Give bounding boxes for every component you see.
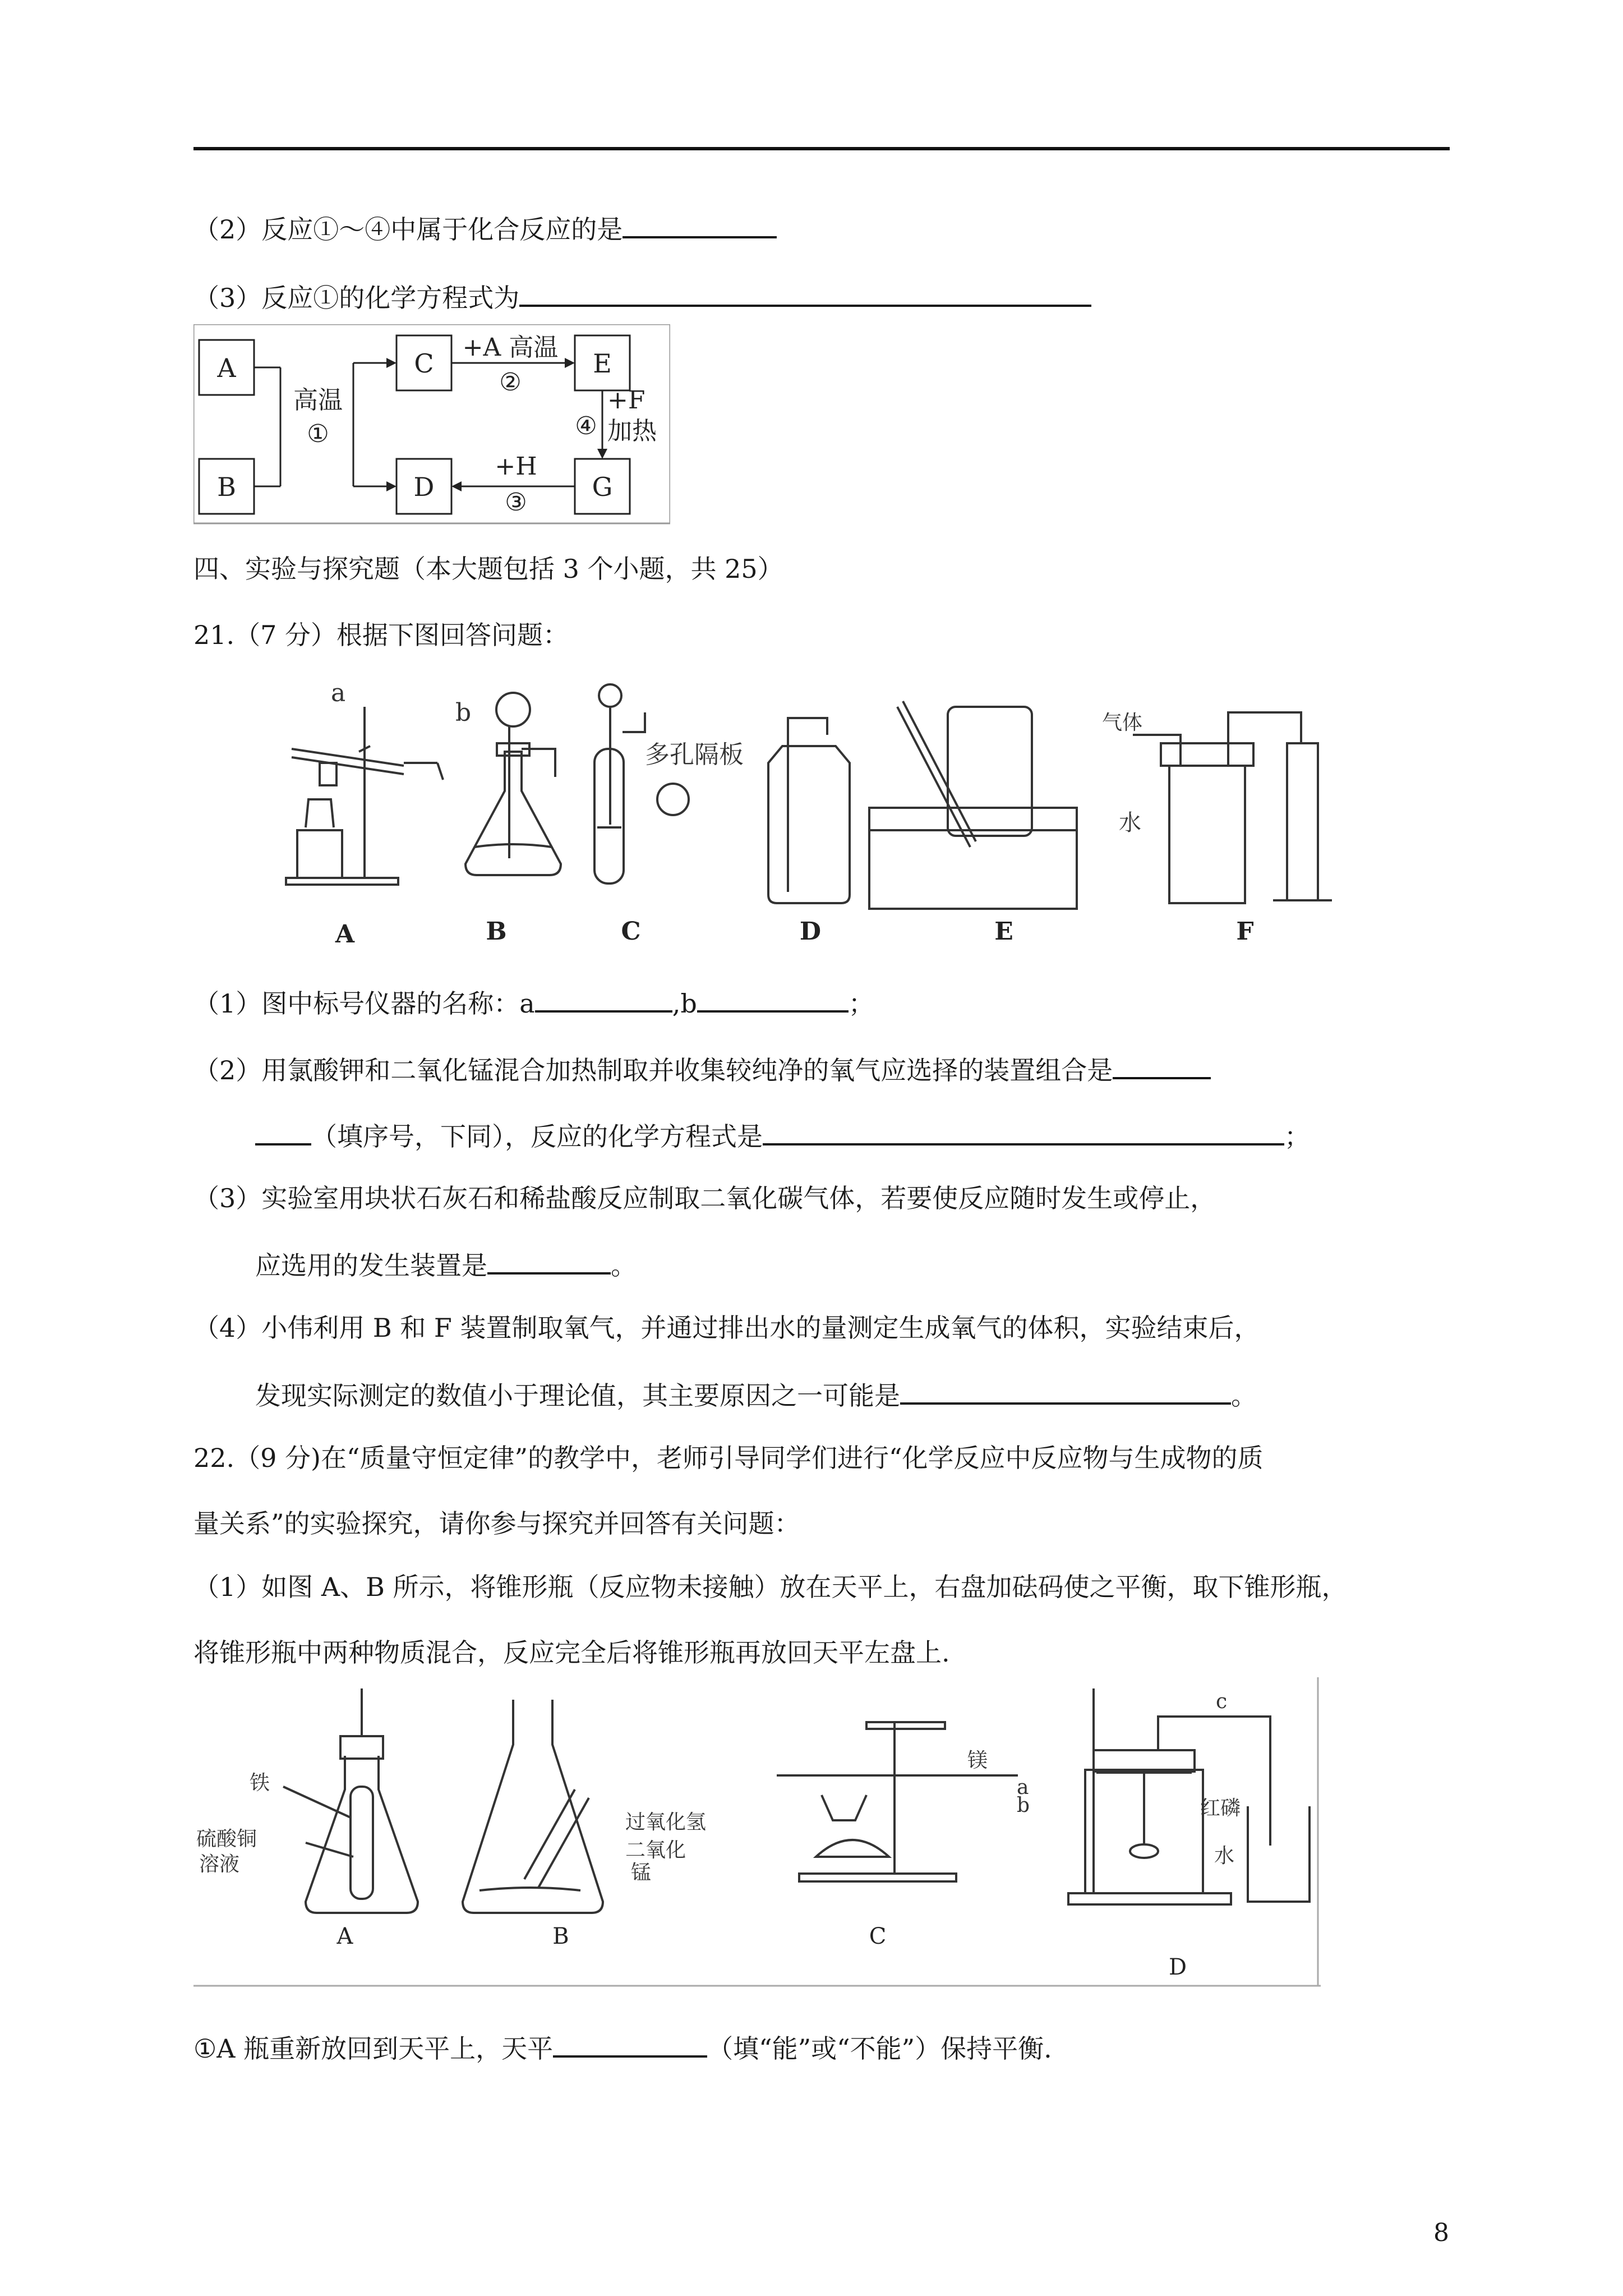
caption-e: E xyxy=(994,917,1013,946)
q21-2b-text: （填序号，下同），反应的化学方程式是 xyxy=(311,1121,763,1152)
box-a-label: A xyxy=(217,353,236,383)
q20-3-answer-blank[interactable] xyxy=(519,279,1091,307)
q22-1-1-end: （填“能”或“不能”）保持平衡. xyxy=(707,2033,1052,2064)
label-water: 水 xyxy=(1214,1844,1235,1867)
q21-2b-end: ； xyxy=(1284,1121,1310,1152)
q21-4b-end: 。 xyxy=(1231,1381,1257,1411)
q21-3b-end: 。 xyxy=(611,1250,637,1281)
cond-4b-label: 加热 xyxy=(607,417,657,445)
q21-1-line xyxy=(193,984,874,1022)
q21-title: 21.（7 分）根据下图回答问题： xyxy=(193,620,569,650)
num-4-label: ④ xyxy=(575,412,597,440)
box-c-label: C xyxy=(414,348,434,379)
caption-b: B xyxy=(486,917,507,946)
q22-1-1-line xyxy=(193,2030,1052,2067)
caption-a: A xyxy=(335,920,355,949)
label-cuso4-2: 溶液 xyxy=(199,1853,240,1876)
caption-d: D xyxy=(799,917,822,946)
q21-2-equation-blank[interactable] xyxy=(763,1117,1284,1145)
q20-2-answer-blank[interactable] xyxy=(623,210,777,238)
q20-3-line xyxy=(193,279,1091,316)
box-e-label: E xyxy=(593,348,612,379)
label-mno2-2: 锰 xyxy=(631,1861,652,1884)
label-c: c xyxy=(1216,1690,1228,1713)
label-mg: 镁 xyxy=(967,1749,988,1772)
box-b-label: B xyxy=(217,472,236,502)
label-iron: 铁 xyxy=(250,1772,270,1795)
box-g-label: G xyxy=(592,472,613,502)
q21-1-blank-a[interactable] xyxy=(535,984,672,1013)
page-number: 8 xyxy=(1433,2219,1449,2247)
caption-c: C xyxy=(621,917,641,946)
label-porous-plate: 多孔隔板 xyxy=(645,740,744,769)
label-a: a xyxy=(1017,1776,1029,1799)
caption-f: F xyxy=(1236,917,1254,946)
q21-4b-text: 发现实际测定的数值小于理论值，其主要原因之一可能是 xyxy=(255,1381,900,1411)
caption-d: D xyxy=(1168,1954,1187,1980)
cond-3-label: +H xyxy=(495,452,537,481)
q21-2-text: （2）用氯酸钾和二氧化锰混合加热制取并收集较纯净的氧气应选择的装置组合是 xyxy=(193,1055,1113,1085)
q22-1-1-text: ①A 瓶重新放回到天平上，天平 xyxy=(193,2033,554,2064)
header-rule xyxy=(193,147,1450,150)
cond-4a-label: +F xyxy=(607,386,645,415)
num-1-label: ① xyxy=(307,420,329,448)
q22-1b-line: 将锥形瓶中两种物质混合，反应完全后将锥形瓶再放回天平左盘上. xyxy=(193,1637,950,1668)
q21-1-end: ； xyxy=(848,988,874,1019)
caption-a: A xyxy=(336,1924,353,1949)
q22-1-line: （1）如图 A、B 所示，将锥形瓶（反应物未接触）放在天平上，右盘加砝码使之平衡，取下锥形瓶， xyxy=(193,1572,1348,1602)
q21-1-blank-b[interactable] xyxy=(697,984,849,1013)
reaction-flow-diagram xyxy=(193,324,670,526)
q21-3b-text: 应选用的发生装置是 xyxy=(255,1250,487,1281)
label-mno2-1: 二氧化 xyxy=(625,1839,686,1862)
q20-2-line xyxy=(193,210,777,247)
q21-4-line: （4）小伟利用 B 和 F 装置制取氧气，并通过排出水的量测定生成氧气的体积，实验结束后， xyxy=(193,1313,1260,1343)
num-3-label: ③ xyxy=(505,488,527,517)
label-gas: 气体 xyxy=(1102,711,1143,734)
q21-4-blank[interactable] xyxy=(900,1377,1231,1405)
cond-2-label: +A 高温 xyxy=(462,333,559,362)
label-a: a xyxy=(331,679,346,707)
label-b: b xyxy=(1017,1794,1030,1817)
q22-mass-conservation-figure xyxy=(193,1677,1321,1991)
q22-title-line-2: 量关系”的实验探究，请你参与探究并回答有关问题： xyxy=(193,1508,800,1539)
q21-2b-line xyxy=(255,1117,1310,1154)
q21-2-blank-a[interactable] xyxy=(1113,1051,1211,1079)
caption-c: C xyxy=(869,1924,887,1949)
box-d-label: D xyxy=(413,472,435,502)
label-b: b xyxy=(455,698,472,727)
q21-1-text-a: （1）图中标号仪器的名称：a xyxy=(193,988,535,1019)
label-h2o2: 过氧化氢 xyxy=(625,1811,707,1834)
q21-2-line xyxy=(193,1051,1211,1088)
q21-3b-line xyxy=(255,1246,637,1283)
q21-apparatus-figure xyxy=(275,679,1368,959)
label-cuso4-1: 硫酸铜 xyxy=(196,1828,257,1851)
q20-3-text: （3）反应①的化学方程式为 xyxy=(193,283,520,313)
q21-3-line: （3）实验室用块状石灰石和稀盐酸反应制取二氧化碳气体，若要使反应随时发生或停止， xyxy=(193,1183,1216,1213)
label-red-phosphorus: 红磷 xyxy=(1200,1797,1241,1820)
q22-1-1-blank[interactable] xyxy=(553,2030,707,2058)
num-2-label: ② xyxy=(499,368,522,397)
q21-4b-line xyxy=(255,1377,1257,1414)
q20-2-text: （2）反应①～④中属于化合反应的是 xyxy=(193,214,623,245)
q21-3-blank[interactable] xyxy=(487,1246,611,1274)
q22-title-line-1: 22.（9 分)在“质量守恒定律”的教学中，老师引导同学们进行“化学反应中反应物与生成物的质 xyxy=(193,1443,1264,1473)
caption-b: B xyxy=(552,1924,569,1949)
q21-2-blank-a-cont[interactable] xyxy=(255,1117,311,1145)
cond-1-label: 高温 xyxy=(293,386,343,415)
section-4-heading: 四、实验与探究题（本大题包括 3 个小题，共 25） xyxy=(193,554,783,584)
label-water: 水 xyxy=(1119,810,1141,836)
q21-1-text-b: ,b xyxy=(672,988,697,1019)
